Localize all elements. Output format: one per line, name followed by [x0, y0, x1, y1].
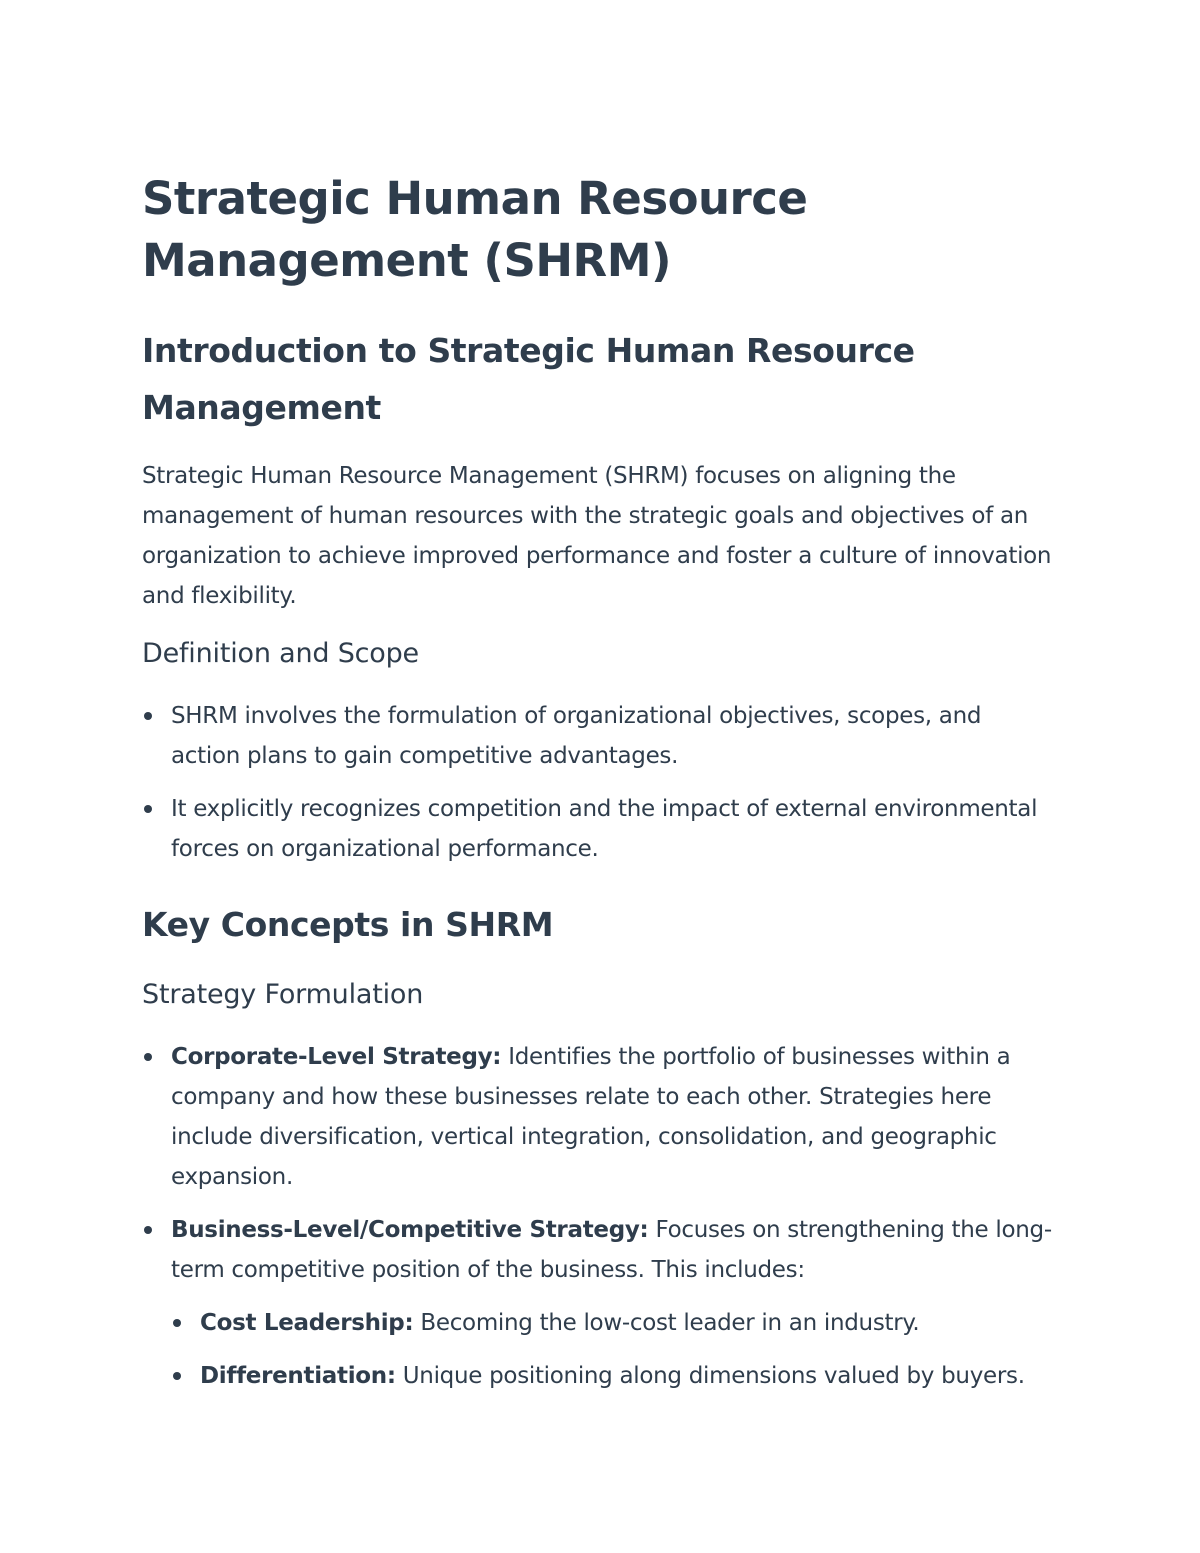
list-item-text: SHRM involves the formulation of organizational objectives, scopes, and action plans to gain competitive advantages.: [171, 703, 982, 769]
list-item: [142, 696, 1057, 776]
list-item: [142, 1210, 1057, 1396]
introduction-heading: Introduction to Strategic Human Resource Management: [142, 331, 915, 427]
definition-scope-heading: Definition and Scope: [142, 638, 419, 669]
definition-scope-list: [142, 696, 1057, 869]
list-item: [142, 1037, 1057, 1197]
strategy-formulation-heading: Strategy Formulation: [142, 979, 424, 1010]
sublist-item-term: Cost Leadership:: [200, 1310, 414, 1336]
strategy-formulation-list: [142, 1037, 1057, 1396]
sublist-item-term: Differentiation:: [200, 1363, 396, 1389]
list-item: [142, 789, 1057, 869]
bullet-icon: [144, 805, 152, 813]
sublist-item: [171, 1356, 1057, 1396]
bullet-icon: [173, 1319, 181, 1327]
competitive-strategy-sublist: [171, 1303, 1057, 1396]
document-page: [142, 168, 1057, 1409]
introduction-paragraph: Strategic Human Resource Management (SHRM) focuses on aligning the management of human resources with the strategic goals and objectives of an organization to achieve improved performance and foster a culture of innovation and flexibility.: [142, 463, 1052, 609]
sublist-item: [171, 1303, 1057, 1343]
list-item-term: Business-Level/Competitive Strategy:: [171, 1217, 649, 1243]
bullet-icon: [144, 712, 152, 720]
sublist-item-text: Becoming the low-cost leader in an industry.: [413, 1310, 920, 1336]
document-title: Strategic Human Resource Management (SHRM): [142, 172, 808, 287]
sublist-item-text: Unique positioning along dimensions valued by buyers.: [395, 1363, 1025, 1389]
list-item-text: Focuses on strengthening the long-term competitive position of the business. This includes:: [171, 1217, 1052, 1283]
list-item-term: Corporate-Level Strategy:: [171, 1044, 502, 1070]
key-concepts-heading: Key Concepts in SHRM: [142, 905, 554, 944]
list-item-text: It explicitly recognizes competition and the impact of external environmental forces on organizational performance.: [171, 796, 1038, 862]
bullet-icon: [144, 1226, 152, 1234]
bullet-icon: [173, 1372, 181, 1380]
list-item-text: Identifies the portfolio of businesses within a company and how these businesses relate to each other. Strategies here include diversification, vertical integration, consolidation, and geographic expansion.: [171, 1044, 1011, 1190]
bullet-icon: [144, 1053, 152, 1061]
